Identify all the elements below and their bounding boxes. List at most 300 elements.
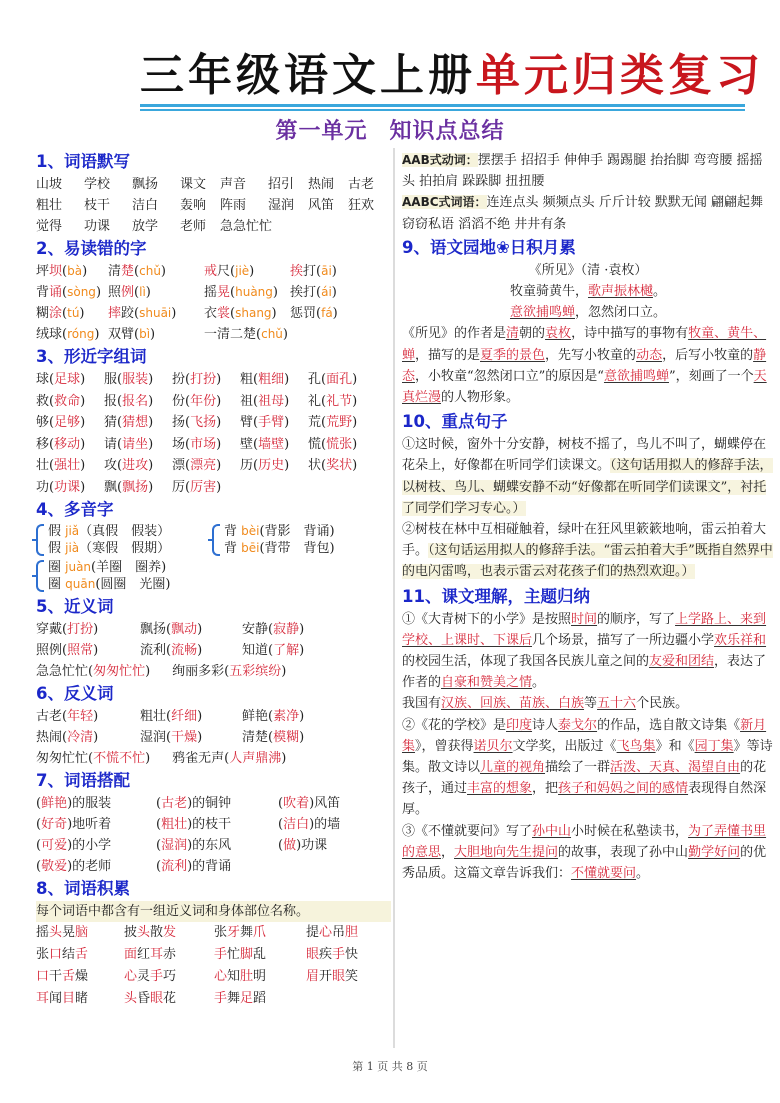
paren: ) <box>67 796 73 811</box>
paren: ) <box>148 393 154 409</box>
compound-word: 手臂 <box>258 415 285 430</box>
word: 湿润( <box>140 730 172 745</box>
paren: ) <box>187 796 193 811</box>
similar-char-item <box>308 434 380 456</box>
compound-word: 救命 <box>54 393 81 409</box>
body-part-char: 眼 <box>306 947 320 962</box>
answer: 打扮 <box>67 622 94 637</box>
compound-word: 飞扬 <box>190 415 217 430</box>
paren: ) <box>216 479 222 495</box>
synonym-item <box>36 619 140 640</box>
text: ②《花的学校》是 <box>402 717 507 733</box>
similar-char-item <box>172 455 240 477</box>
text: 的故事，表现了孙中山 <box>558 844 689 860</box>
paren: ( <box>36 817 42 832</box>
paren: ( <box>62 306 68 321</box>
sentence-note: （这句话运用拟人的修辞手法。“雷云拍着大手”既指自然界中的电闪雷鸣，也表示雷云对花孩子们的热烈欢迎。） <box>402 543 773 580</box>
char: 假 <box>48 524 66 539</box>
char: 知 <box>227 969 241 984</box>
paren: ) <box>187 817 193 832</box>
answer-text: 新月集 <box>402 717 767 754</box>
poem-text: 牧童骑黄牛， <box>509 284 588 300</box>
dictation-word: 狂欢 <box>348 198 375 213</box>
paren: ( <box>230 306 236 321</box>
paren: ) <box>216 436 222 452</box>
similar-char-item <box>36 434 104 456</box>
answer: 古老 <box>161 796 188 811</box>
body-part-char: 口 <box>49 947 63 962</box>
answer: 湿润 <box>161 838 188 853</box>
aabc-text: 连连点头 频频点头 斤斤计较 默默无闻 翩翩起舞 窃窃私语 滔滔不绝 井井有条 <box>402 195 764 232</box>
paren: ) <box>197 709 203 724</box>
target-char: 涂 <box>49 306 63 321</box>
antonym-item <box>172 751 286 766</box>
pinyin: bēi <box>241 541 260 555</box>
paren: ) <box>94 327 100 342</box>
pinyin: huàng <box>235 285 273 299</box>
paren: ) <box>93 709 99 724</box>
polyphone-group <box>36 523 212 557</box>
text: 的顺序，写了 <box>597 611 676 627</box>
lesson-summary-3 <box>402 821 774 885</box>
answer-text: 汉族、回族、苗族、白族 <box>441 696 585 712</box>
poem-line-1 <box>402 281 774 302</box>
char: 打 <box>303 264 317 279</box>
paren: ( <box>36 838 42 853</box>
char: 跤 <box>121 306 135 321</box>
pronunciation-item <box>204 324 290 345</box>
pronunciation-item <box>204 261 290 282</box>
answer-text: 清 <box>506 326 520 342</box>
body-part-char: 耳 <box>150 947 164 962</box>
char: 状( <box>308 458 327 473</box>
pinyin: jiǎ <box>65 524 80 538</box>
target-char: 例 <box>121 285 135 300</box>
paren: ( <box>278 796 284 811</box>
word: 的小学 <box>72 838 112 853</box>
paren: ) <box>187 838 193 853</box>
brace-icon <box>36 524 44 556</box>
target-char: 摔 <box>108 306 122 321</box>
char: 报( <box>104 393 123 409</box>
paren: ( <box>134 264 140 279</box>
compound-word: 年份 <box>190 393 217 409</box>
words: (圆圈 光圈) <box>95 577 171 592</box>
char: 厉( <box>172 479 191 495</box>
paren: ) <box>271 306 277 321</box>
collocation-item <box>156 814 278 835</box>
char: 疾 <box>319 947 333 962</box>
paren: ) <box>284 393 290 409</box>
paren: ) <box>272 285 278 300</box>
word: 知道( <box>242 643 274 658</box>
section-heading: 10、重点句子 <box>402 412 508 432</box>
pinyin: āi <box>321 264 332 278</box>
document-title <box>140 50 764 102</box>
answer: 不慌不忙 <box>93 751 146 766</box>
char: 礼( <box>308 393 327 409</box>
compound-word: 市场 <box>190 436 217 452</box>
paren: ) <box>281 751 287 766</box>
char: 提 <box>306 925 320 940</box>
similar-char-item <box>240 412 308 434</box>
answer: 好奇 <box>41 817 68 832</box>
compound-word: 打扮 <box>190 372 217 387</box>
char: 灵 <box>137 969 151 984</box>
synonym-item <box>242 619 382 640</box>
char: 花 <box>163 991 177 1006</box>
section-heading: 11、课文理解，主题归纳 <box>402 586 590 606</box>
dictation-word: 功课 <box>84 219 111 234</box>
dictation-word: 洁白 <box>132 198 159 213</box>
paren: ) <box>197 643 203 658</box>
poem-title: 《所见》（清 ·袁枚） <box>528 262 648 278</box>
paren: ) <box>80 415 86 430</box>
paren: ) <box>171 306 177 321</box>
answer: 流畅 <box>171 643 198 658</box>
lesson-summary-1 <box>402 609 774 694</box>
words: (背带 背包) <box>259 541 335 556</box>
similar-char-item <box>104 412 172 434</box>
text: ，诗中描写的事物有 <box>571 326 689 342</box>
paren: ( <box>134 327 140 342</box>
answer-text: 活泼、天真、渴望自由 <box>610 760 741 776</box>
answer: 可爱 <box>41 838 68 853</box>
compound-word: 面孔 <box>326 372 353 387</box>
pronunciation-item <box>204 282 290 303</box>
pinyin: sòng <box>67 285 96 299</box>
body-part-char: 心 <box>124 969 138 984</box>
pronunciation-item <box>36 261 108 282</box>
answer: 照常 <box>67 643 94 658</box>
char: 历( <box>240 458 259 473</box>
text: ，小牧童“忽然闭口立”的原因是“ <box>415 368 604 384</box>
polyphone-group <box>36 559 212 593</box>
word: 流利( <box>140 643 172 658</box>
char: 摇 <box>36 925 50 940</box>
word: 古老( <box>36 709 68 724</box>
answer-text: 夏季的景色 <box>480 347 546 363</box>
body-part-char: 足 <box>240 991 254 1006</box>
char: 粗( <box>240 372 259 387</box>
paren: ) <box>79 306 85 321</box>
compound-word: 慌张 <box>326 436 353 452</box>
polyphone-line <box>48 540 212 557</box>
word: 粗壮( <box>140 709 172 724</box>
answer: 鲜艳 <box>41 796 68 811</box>
body-part-char: 手 <box>150 969 164 984</box>
pronunciation-item <box>108 303 204 324</box>
paren: ) <box>187 859 193 874</box>
brace-icon <box>212 524 220 556</box>
paren: ( <box>156 796 162 811</box>
similar-char-item <box>240 455 308 477</box>
compound-word: 足够 <box>54 415 81 430</box>
compound-word: 历史 <box>258 458 285 473</box>
idiom-item <box>36 922 124 944</box>
char: 乱 <box>253 947 267 962</box>
paren: ) <box>352 415 358 430</box>
answer-text: 诺贝尔 <box>473 738 513 754</box>
char: 挨 <box>290 285 304 300</box>
char: 红 <box>137 947 151 962</box>
word: 风笛 <box>314 796 341 811</box>
similar-char-list <box>36 369 391 498</box>
paren: ) <box>148 415 154 430</box>
body-part-char: 眼 <box>150 991 164 1006</box>
answer-text: 儿童的视角 <box>480 760 546 776</box>
char: 球( <box>36 372 55 387</box>
section-heading: 2、易读错的字 <box>36 239 147 258</box>
char: 忙 <box>227 947 241 962</box>
word: 匆匆忙忙( <box>36 751 94 766</box>
text: ”，刻画了一个 <box>668 368 754 384</box>
text: ，描写的是 <box>415 347 481 363</box>
body-part-char: 眉 <box>306 969 320 984</box>
answer-text: 印度 <box>506 717 533 733</box>
idiom-item <box>36 966 124 988</box>
pinyin: lì <box>139 285 146 299</box>
words: (羊圈 圈养) <box>91 560 167 575</box>
answer-text: 意欲捕鸣蝉 <box>603 368 669 384</box>
text: 》和《 <box>655 738 695 754</box>
poem-answer: 歌声振林樾 <box>587 284 653 300</box>
similar-char-item <box>240 434 308 456</box>
pronunciation-item <box>36 303 108 324</box>
paren: ( <box>62 327 68 342</box>
char: 漂( <box>172 458 191 473</box>
char: 蹈 <box>253 991 267 1006</box>
title-rule-secondary <box>140 109 745 111</box>
paren: ( <box>278 817 284 832</box>
answer: 干燥 <box>171 730 198 745</box>
left-column <box>36 150 391 1010</box>
answer: 五彩缤纷 <box>229 664 282 679</box>
paren: ) <box>148 458 154 473</box>
idiom-item <box>124 944 214 966</box>
text: 小时候在私塾读书， <box>571 823 689 839</box>
compound-word: 进攻 <box>122 458 149 473</box>
aab-text: 摆摆手 招招手 伸伸手 踢踢腿 抬抬脚 弯弯腰 摇摇头 拍拍肩 跺跺脚 扭扭腰 <box>402 153 763 190</box>
subtitle-topic: 知识点总结 <box>389 118 505 144</box>
char: 慌( <box>308 436 327 452</box>
answer: 飘动 <box>171 622 198 637</box>
char: 圈 <box>48 560 66 575</box>
char: 绒球 <box>36 327 63 342</box>
paren: ( <box>62 264 68 279</box>
char: 散 <box>150 925 164 940</box>
similar-char-item <box>104 434 172 456</box>
similar-char-item <box>36 369 104 391</box>
similar-char-item <box>308 391 380 413</box>
answer-text: 勤学好问 <box>688 844 741 860</box>
answer: 了解 <box>273 643 300 658</box>
antonym-wide-row <box>36 748 391 769</box>
similar-char-item <box>104 455 172 477</box>
char: 睹 <box>75 991 89 1006</box>
word: 穿戴( <box>36 622 68 637</box>
text: ①《大青树下的小学》是按照 <box>402 611 572 627</box>
poem-line-2 <box>402 302 774 323</box>
char: 背 <box>224 524 242 539</box>
section-heading: 8、词语积累 <box>36 879 130 898</box>
char: 份( <box>172 393 191 409</box>
char: 燥 <box>75 969 89 984</box>
answer-text: 丰富的想象 <box>467 781 533 797</box>
target-char: 挨 <box>290 264 304 279</box>
char: 坪 <box>36 264 50 279</box>
pinyin: bà <box>67 264 83 278</box>
similar-char-item <box>308 412 380 434</box>
answer-text: 飞鸟集 <box>616 738 656 754</box>
char: 猜( <box>104 415 123 430</box>
paren: ) <box>309 796 315 811</box>
pinyin: chǔ <box>261 327 283 341</box>
paren: ) <box>284 372 290 387</box>
sentence-text: ②树枝在林中互相碰触着，绿叶在狂风里簌簌地响，雷云拍着大手。 <box>402 522 767 559</box>
poem-answer: 意欲捕鸣蝉 <box>509 305 575 321</box>
compound-word: 厉害 <box>190 479 217 495</box>
lesson-summary-ethnic <box>402 693 774 714</box>
answer: 人声鼎沸 <box>229 751 282 766</box>
char: 荒( <box>308 415 327 430</box>
paren: ( <box>316 285 322 300</box>
char: 晃 <box>62 925 76 940</box>
body-part-char: 脑 <box>75 925 89 940</box>
paren: ) <box>148 436 154 452</box>
word: 绚丽多彩( <box>172 664 230 679</box>
pronunciation-item <box>36 324 108 345</box>
paren: ( <box>156 817 162 832</box>
text: 表现得自然深厚。 <box>402 781 767 818</box>
compound-word: 请坐 <box>122 436 149 452</box>
brace-icon <box>36 560 44 592</box>
body-part-char: 目 <box>62 991 76 1006</box>
body-part-char: 口 <box>36 969 50 984</box>
title-black: 三年级语文上册 <box>140 50 476 101</box>
paren: ) <box>160 264 166 279</box>
pronunciation-item <box>108 324 204 345</box>
compound-word: 报名 <box>122 393 149 409</box>
char: 假 <box>48 541 66 556</box>
dictation-word: 阵雨 <box>220 198 247 213</box>
answer-text: 大胆地向先生提问 <box>454 844 559 860</box>
text: 的作品，选自散文诗集《 <box>597 717 741 733</box>
collocation-item <box>278 835 388 856</box>
word: 的背诵 <box>192 859 232 874</box>
char: 扬( <box>172 415 191 430</box>
collocation-item <box>278 793 388 814</box>
text: 个民族。 <box>636 696 689 712</box>
synonym-list <box>36 619 391 661</box>
text: 的校园生活，体现了我国各民族儿童之间的 <box>402 654 650 670</box>
dictation-word: 古老 <box>348 177 375 192</box>
synonym-item <box>140 619 242 640</box>
char: 闻 <box>49 991 63 1006</box>
char: 尺 <box>217 264 231 279</box>
text: ，表达了作者的 <box>402 654 767 691</box>
paren: ) <box>331 264 337 279</box>
section-heading: 4、多音字 <box>36 500 114 519</box>
paren: ) <box>332 306 338 321</box>
dictation-word: 急急忙忙 <box>220 219 273 234</box>
poem-text: ，忽然闭口立。 <box>575 305 667 321</box>
char: 双臂 <box>108 327 135 342</box>
paren: ) <box>80 436 86 452</box>
body-part-char: 头 <box>137 925 151 940</box>
pinyin: quān <box>65 577 96 591</box>
section-heading: 7、词语搭配 <box>36 771 130 790</box>
paren: ( <box>134 285 140 300</box>
answer: 流利 <box>161 859 188 874</box>
key-sentence-2 <box>402 519 774 583</box>
polyphone-line <box>48 559 212 576</box>
compound-word: 墙壁 <box>258 436 285 452</box>
answer: 素净 <box>273 709 300 724</box>
paren: ) <box>299 709 305 724</box>
section-heading: 1、词语默写 <box>36 152 130 171</box>
paren: ) <box>299 643 305 658</box>
paren: ) <box>331 285 337 300</box>
polyphone-line <box>48 523 212 540</box>
idiom-item <box>36 988 124 1010</box>
pinyin: tú <box>67 306 80 320</box>
paren: ) <box>93 622 99 637</box>
similar-char-item <box>104 369 172 391</box>
similar-char-item <box>104 477 172 499</box>
answer: 冷清 <box>67 730 94 745</box>
idiom-item <box>214 922 306 944</box>
synonym-item <box>242 640 382 661</box>
paren: ) <box>67 859 73 874</box>
word: 鲜艳( <box>242 709 274 724</box>
char: 干 <box>49 969 63 984</box>
text: 诗人 <box>532 717 559 733</box>
char: 打 <box>303 285 317 300</box>
answer: 吹着 <box>283 796 310 811</box>
polyphone-line <box>48 576 212 593</box>
text: 》，曾获得 <box>415 738 474 754</box>
paren: ) <box>216 393 222 409</box>
right-column <box>402 150 774 884</box>
body-part-char: 头 <box>49 925 63 940</box>
char: 舞 <box>240 925 254 940</box>
word: 地听着 <box>72 817 112 832</box>
similar-char-item <box>240 391 308 413</box>
dictation-word: 湿润 <box>268 198 295 213</box>
section-heading: 9、语文园地❀日积月累 <box>402 237 576 257</box>
poem-text: 。 <box>653 284 667 300</box>
answer-text: 园丁集 <box>694 738 734 754</box>
paren: ) <box>216 458 222 473</box>
word-dictation-list <box>36 174 391 237</box>
char: 摇 <box>204 285 218 300</box>
body-part-char: 手 <box>332 947 346 962</box>
compound-word: 足球 <box>54 372 81 387</box>
paren: ) <box>299 622 305 637</box>
target-char: 诵 <box>49 285 63 300</box>
char: 披 <box>124 925 138 940</box>
word: 的东风 <box>192 838 232 853</box>
dictation-word: 枝干 <box>84 198 111 213</box>
char: 攻( <box>104 458 123 473</box>
polyphone-group <box>212 523 388 557</box>
char: 扮( <box>172 372 191 387</box>
idiom-item <box>306 966 386 988</box>
pinyin: jiè <box>235 264 250 278</box>
char: 快 <box>345 947 359 962</box>
compound-word: 礼节 <box>326 393 353 409</box>
